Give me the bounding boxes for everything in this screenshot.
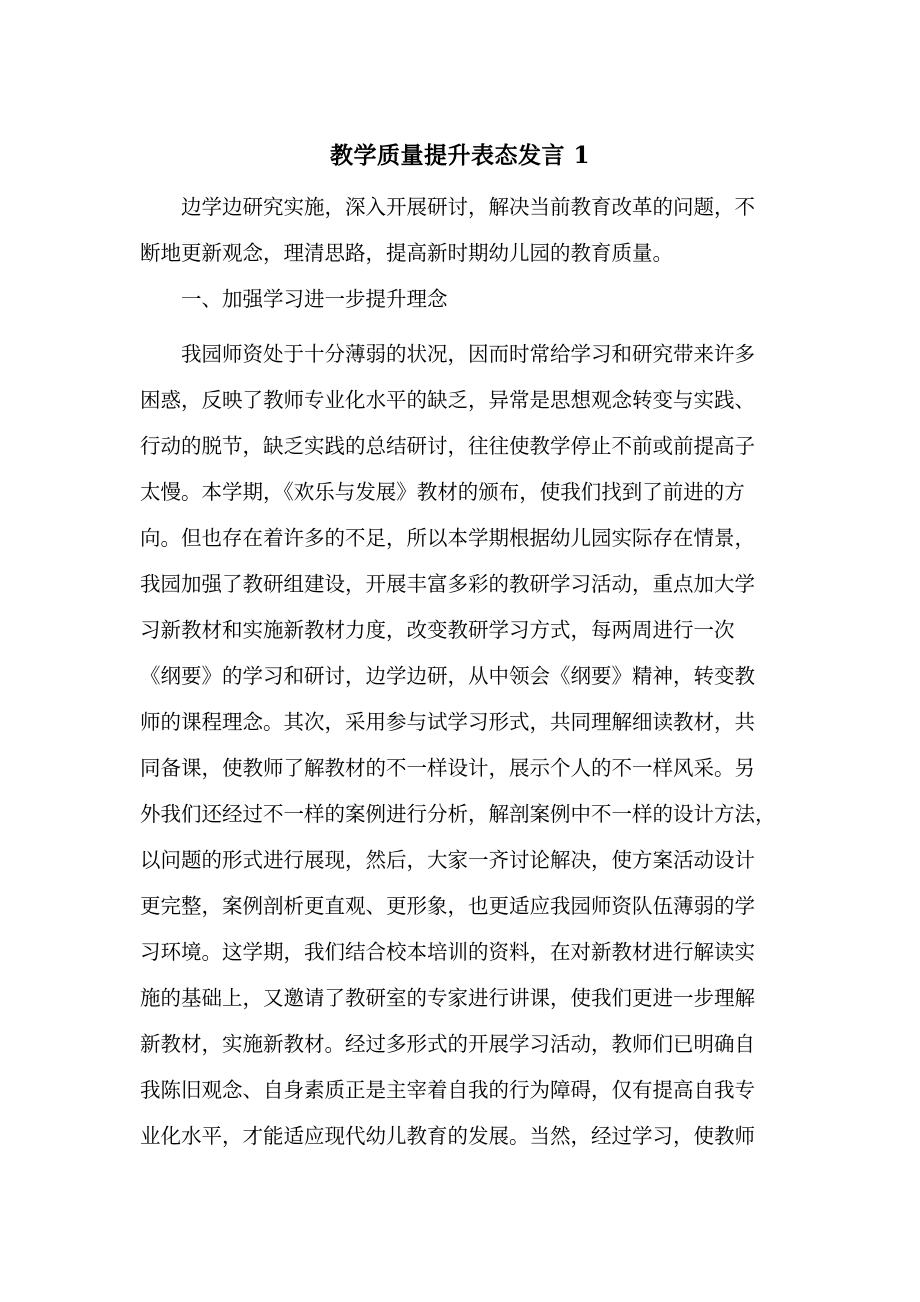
text-line: 向。但也存在着许多的不足，所以本学期根据幼儿园实际存在情景，: [140, 526, 755, 550]
text-line: 我陈旧观念、自身素质正是主宰着自我的行为障碍，仅有提高自我专: [140, 1078, 755, 1102]
section-paragraph: [140, 331, 780, 1159]
text-line: 业化水平，才能适应现代幼儿教育的发展。当然，经过学习，使教师: [140, 1124, 755, 1148]
text-line: 习新教材和实施新教材力度，改变教研学习方式，每两周进行一次: [140, 618, 735, 642]
text-line: 我园加强了教研组建设，开展丰富多彩的教研学习活动，重点加大学: [140, 572, 755, 596]
text-line: 断地更新观念，理清思路，提高新时期幼儿园的教育质量。: [140, 241, 673, 265]
text-line: 边学边研究实施，深入开展研讨，解决当前教育改革的问题，不: [181, 195, 755, 219]
text-line: 同备课，使教师了解教材的不一样设计，展示个人的不一样风采。另: [140, 756, 755, 780]
intro-paragraph: [140, 184, 780, 276]
text-line: 师的课程理念。其次，采用参与试学习形式，共同理解细读教材，共: [140, 710, 755, 734]
text-line: 太慢。本学期，《欢乐与发展》教材的颁布，使我们找到了前进的方: [140, 480, 745, 504]
text-line: 更完整，案例剖析更直观、更形象，也更适应我园师资队伍薄弱的学: [140, 894, 755, 918]
text-line: 外我们还经过不一样的案例进行分析，解剖案例中不一样的设计方法，: [140, 802, 776, 826]
text-line: 施的基础上，又邀请了教研室的专家进行讲课，使我们更进一步理解: [140, 986, 755, 1010]
text-line: 新教材，实施新教材。经过多形式的开展学习活动，教师们已明确自: [140, 1032, 755, 1056]
document-title: 教学质量提升表态发言 1: [329, 142, 590, 169]
heading-line: 一、加强学习进一步提升理念: [181, 287, 448, 311]
text-line: 以问题的形式进行展现，然后，大家一齐讨论解决，使方案活动设计: [140, 848, 755, 872]
text-line: 《纲要》的学习和研讨，边学边研，从中领会《纲要》精神，转变教: [140, 664, 755, 688]
section-heading: [140, 276, 780, 322]
text-line: 困惑，反映了教师专业化水平的缺乏，异常是思想观念转变与实践、: [140, 388, 755, 412]
text-line: 行动的脱节，缺乏实践的总结研讨，往往使教学停止不前或前提高子: [140, 434, 755, 458]
text-line: 我园师资处于十分薄弱的状况，因而时常给学习和研究带来许多: [181, 342, 755, 366]
text-line: 习环境。这学期，我们结合校本培训的资料，在对新教材进行解读实: [140, 940, 755, 964]
